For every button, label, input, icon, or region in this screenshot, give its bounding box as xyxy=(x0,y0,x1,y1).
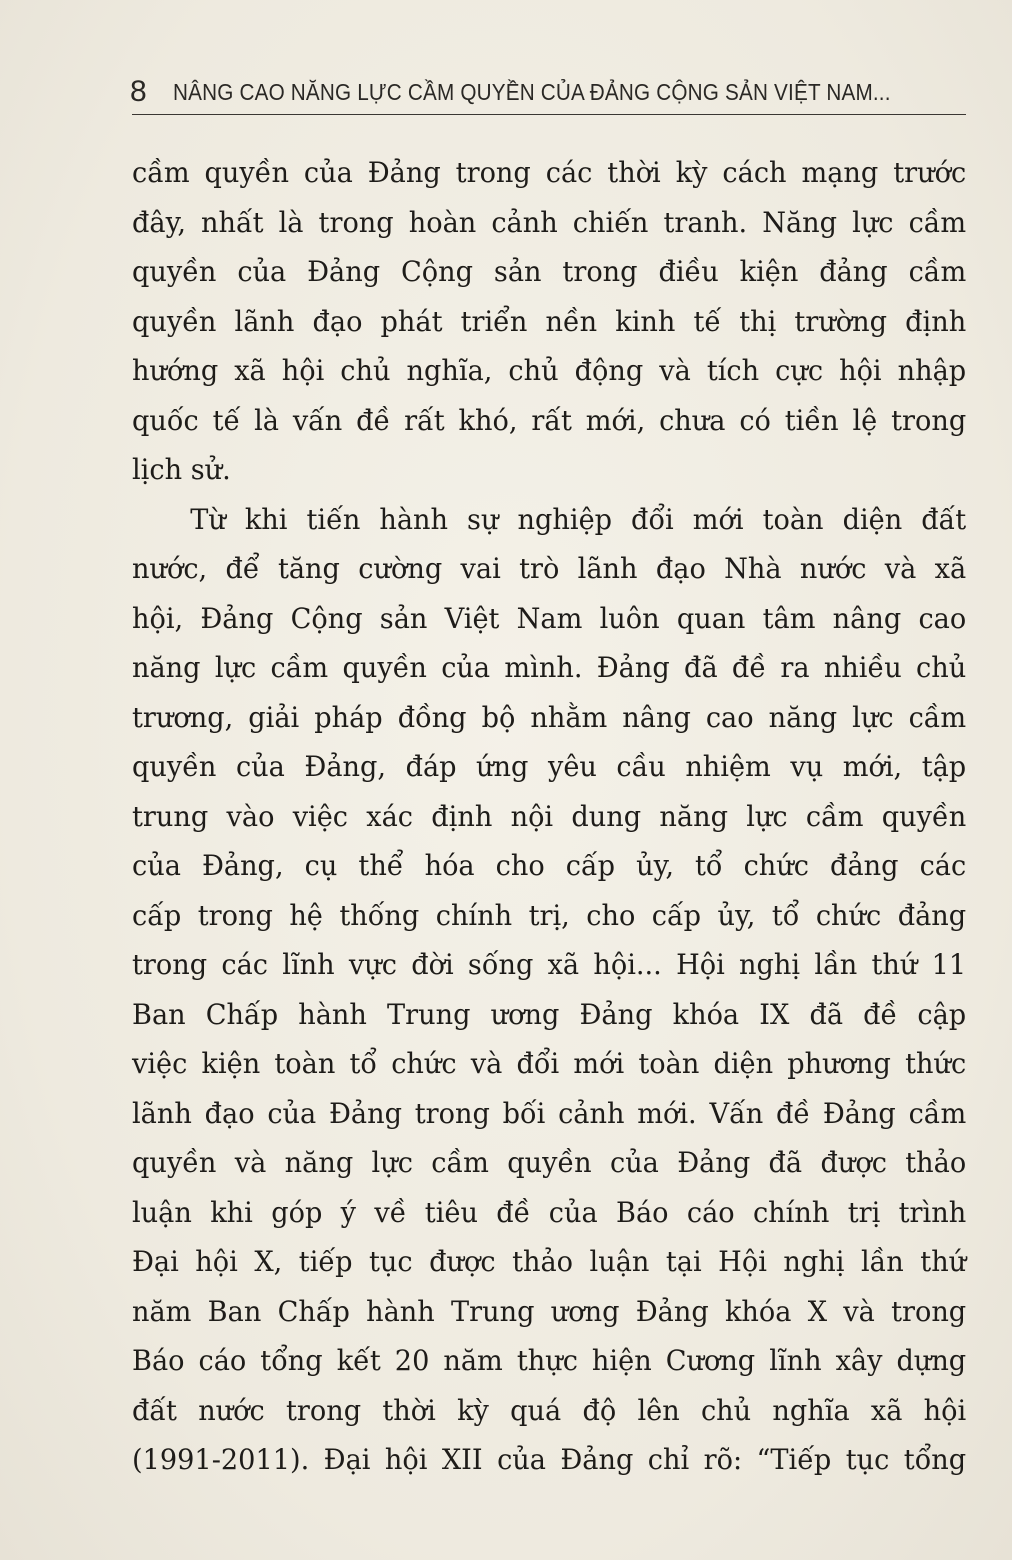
text-line: lãnh đạo của Đảng trong bối cảnh mới. Vấn đề Đảng cầm xyxy=(132,1096,967,1130)
body-text xyxy=(132,148,966,1485)
text-line: trung vào việc xác định nội dung năng lực cầm quyền xyxy=(132,799,967,833)
text-line: của Đảng, cụ thể hóa cho cấp ủy, tổ chức đảng các xyxy=(132,849,967,882)
text-line: việc kiện toàn tổ chức và đổi mới toàn diện phương thức xyxy=(132,1047,967,1080)
text-line: đất nước trong thời kỳ quá độ lên chủ nghĩa xã hội xyxy=(132,1393,967,1427)
text-line: trong các lĩnh vực đời sống xã hội... Hội nghị lần thứ 11 xyxy=(132,948,967,981)
text-line: đây, nhất là trong hoàn cảnh chiến tranh. Năng lực cầm xyxy=(132,205,967,239)
text-line: quyền của Đảng Cộng sản trong điều kiện đảng cầm xyxy=(132,255,967,288)
text-line: Báo cáo tổng kết 20 năm thực hiện Cương lĩnh xây dựng xyxy=(132,1344,967,1377)
text-line: trương, giải pháp đồng bộ nhằm nâng cao năng lực cầm xyxy=(132,700,967,734)
text-line: cầm quyền của Đảng trong các thời kỳ cách mạng trước xyxy=(132,156,967,189)
page-number: 8 xyxy=(130,75,147,108)
text-line: quyền và năng lực cầm quyền của Đảng đã được thảo xyxy=(132,1146,967,1179)
text-line: cấp trong hệ thống chính trị, cho cấp ủy, tổ chức đảng xyxy=(132,898,967,932)
text-line: hướng xã hội chủ nghĩa, chủ động và tích cực hội nhập xyxy=(132,354,967,387)
page-header xyxy=(132,70,966,115)
text-line: quyền của Đảng, đáp ứng yêu cầu nhiệm vụ mới, tập xyxy=(132,750,967,783)
text-line: năng lực cầm quyền của mình. Đảng đã đề ra nhiều chủ xyxy=(132,651,967,684)
text-line: năm Ban Chấp hành Trung ương Đảng khóa X và trong xyxy=(132,1294,967,1328)
text-line: lịch sử. xyxy=(132,453,231,486)
text-line: hội, Đảng Cộng sản Việt Nam luôn quan tâm nâng cao xyxy=(132,601,967,635)
text-line: nước, để tăng cường vai trò lãnh đạo Nhà nước và xã xyxy=(132,552,967,585)
text-line: (1991-2011). Đại hội XII của Đảng chỉ rõ: “Tiếp tục tổng xyxy=(132,1443,967,1476)
text-line: quyền lãnh đạo phát triển nền kinh tế thị trường định xyxy=(132,304,967,338)
text-line: Đại hội X, tiếp tục được thảo luận tại Hội nghị lần thứ xyxy=(132,1245,967,1278)
text-line: luận khi góp ý về tiêu đề của Báo cáo chính trị trình xyxy=(132,1195,967,1229)
text-line: Từ khi tiến hành sự nghiệp đổi mới toàn diện đất xyxy=(190,502,967,536)
text-line: Ban Chấp hành Trung ương Đảng khóa IX đã đề cập xyxy=(132,997,967,1031)
running-head: NÂNG CAO NĂNG LỰC CẦM QUYỀN CỦA ĐẢNG CỘNG SẢN VIỆT NAM... xyxy=(172,79,891,105)
text-line: quốc tế là vấn đề rất khó, rất mới, chưa có tiền lệ trong xyxy=(132,403,967,437)
